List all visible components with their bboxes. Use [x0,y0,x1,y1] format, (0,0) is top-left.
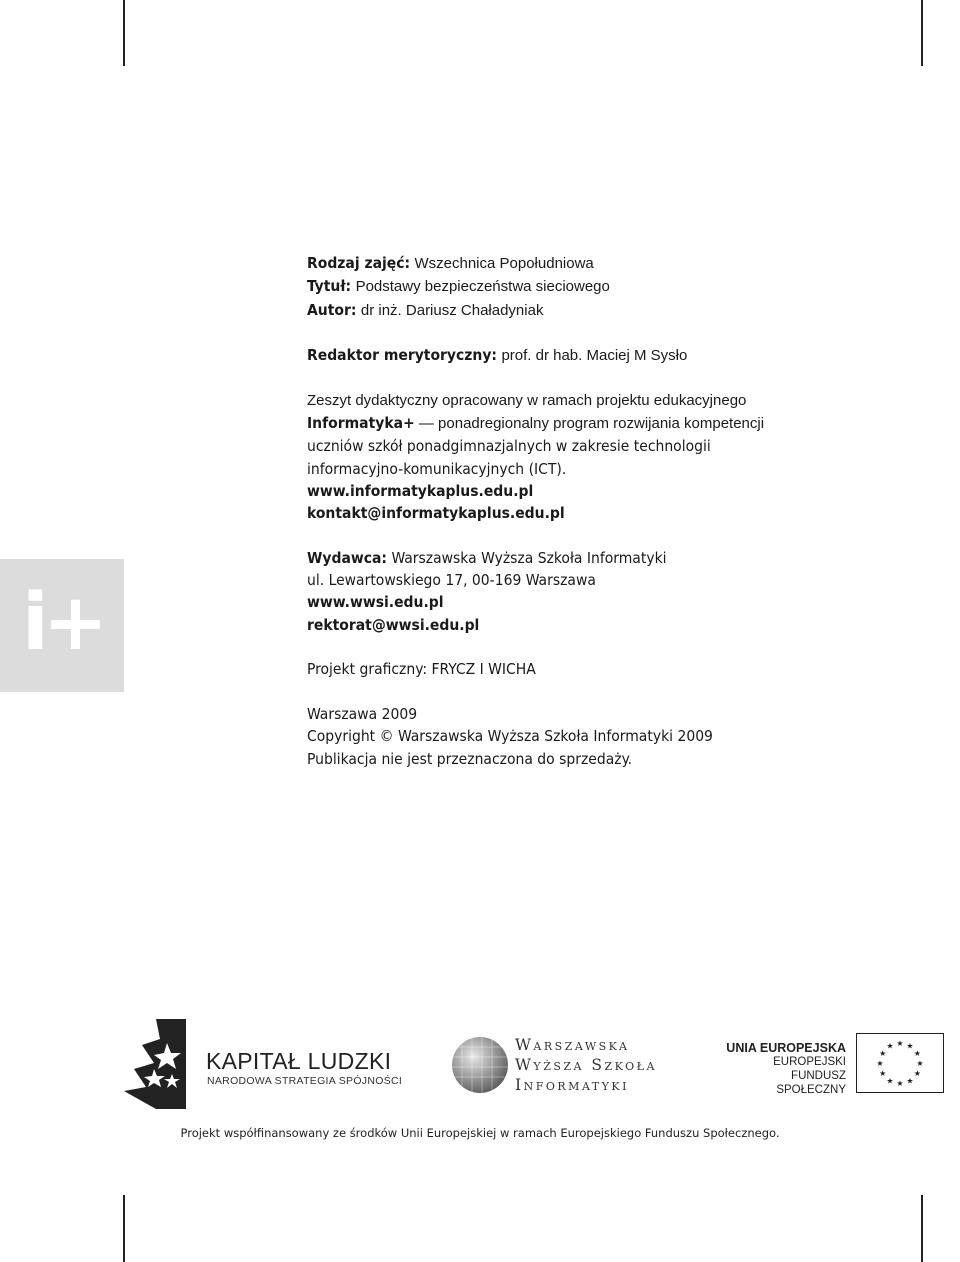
wwsi-line-2: Wyższa Szkoła [515,1056,657,1074]
project-line-2 [307,412,867,435]
project-www-link[interactable]: www.informatykaplus.edu.pl [307,481,534,500]
project-line-1: Zeszyt dydaktyczny opracowany w ramach projektu edukacyjnego [307,391,747,409]
eu-star-icon: ★ [886,1076,894,1086]
brand-name: Informatyka+ [307,414,415,433]
wwsi-logo-sphere [450,1035,510,1095]
copyright-line: Copyright © Warszawska Wyższa Szkoła Informatyki 2009 [307,727,713,746]
field-value: Wszechnica Popołudniowa [414,255,594,272]
project-line-4: informacyjno-komunikacyjnych (ICT). [307,459,567,478]
field-label: Tytuł: [307,277,352,296]
publisher-line [307,547,867,569]
project-line-2-text: — ponadregionalny program rozwijania kompetencji [414,415,765,433]
field-label: Redaktor merytoryczny: [307,346,497,365]
kapital-ludzki-subtitle: NARODOWA STRATEGIA SPÓJNOŚCI [207,1075,403,1087]
imprint-content [307,252,867,770]
wwsi-name [515,1035,657,1095]
crop-mark-top-right [921,0,923,66]
field-autor [307,299,867,322]
eu-star-icon: ★ [916,1059,924,1068]
eu-star-icon: ★ [876,1059,884,1068]
field-value: Podstawy bezpieczeństwa sieciowego [355,278,610,296]
crop-mark-top-left [123,0,125,66]
not-for-sale-line: Publikacja nie jest przeznaczona do sprzedaży. [307,749,633,768]
ue-text [720,1041,846,1097]
iplus-mark: i+ [22,578,103,668]
cofinancing-note: Projekt współfinansowany ze środków Unii Europejskiej w ramach Europejskiego Funduszu Społecznego. [180,1126,780,1140]
ue-line-3: FUNDUSZ SPOŁECZNY [776,1070,846,1096]
publisher-email-link[interactable]: rektorat@wwsi.edu.pl [307,615,480,634]
ue-title: UNIA EUROPEJSKA [726,1041,846,1055]
eu-star-icon: ★ [879,1069,887,1078]
publisher-address: ul. Lewartowskiego 17, 00-169 Warszawa [307,571,596,590]
publisher-www-link[interactable]: www.wwsi.edu.pl [307,593,444,612]
field-value: dr inż. Dariusz Chaładyniak [360,301,544,319]
field-label: Autor: [307,300,357,319]
graphic-design-credit: Projekt graficzny: FRYCZ I WICHA [307,660,536,679]
publisher-name: Warszawska Wyższa Szkoła Informatyki [391,548,667,567]
ue-line-2: EUROPEJSKI [773,1056,846,1068]
side-tab [0,559,124,692]
publisher-label: Wydawca: [307,548,387,567]
logos-strip [120,1015,950,1115]
kapital-ludzki-title: KAPITAŁ LUDZKI [206,1048,392,1074]
field-redaktor [307,344,867,367]
eu-star-icon: ★ [906,1076,914,1086]
field-rodzaj [307,252,867,275]
eu-star-icon: ★ [896,1079,904,1088]
wwsi-line-3: Informatyki [515,1076,629,1094]
wwsi-line-1: Warszawska [515,1036,630,1054]
eu-star-icon: ★ [913,1049,921,1058]
eu-star-icon: ★ [896,1039,904,1048]
crop-mark-bottom-left [123,1195,125,1262]
field-value: prof. dr hab. Maciej M Sysło [501,347,688,365]
eu-star-icon: ★ [913,1069,921,1078]
project-line-3: uczniów szkół ponadgimnazjalnych w zakresie technologii [307,437,711,456]
project-email-link[interactable]: kontakt@informatykaplus.edu.pl [307,504,565,523]
eu-star-icon: ★ [906,1041,914,1051]
eu-flag-icon [856,1033,944,1093]
city-year: Warszawa 2009 [307,704,418,723]
field-label: Rodzaj zajęć: [307,254,411,272]
eu-star-icon: ★ [886,1041,894,1051]
field-tytul [307,275,867,298]
crop-mark-bottom-right [921,1195,923,1262]
eu-star-icon: ★ [879,1049,887,1058]
kapital-ludzki-logo [124,1019,186,1109]
